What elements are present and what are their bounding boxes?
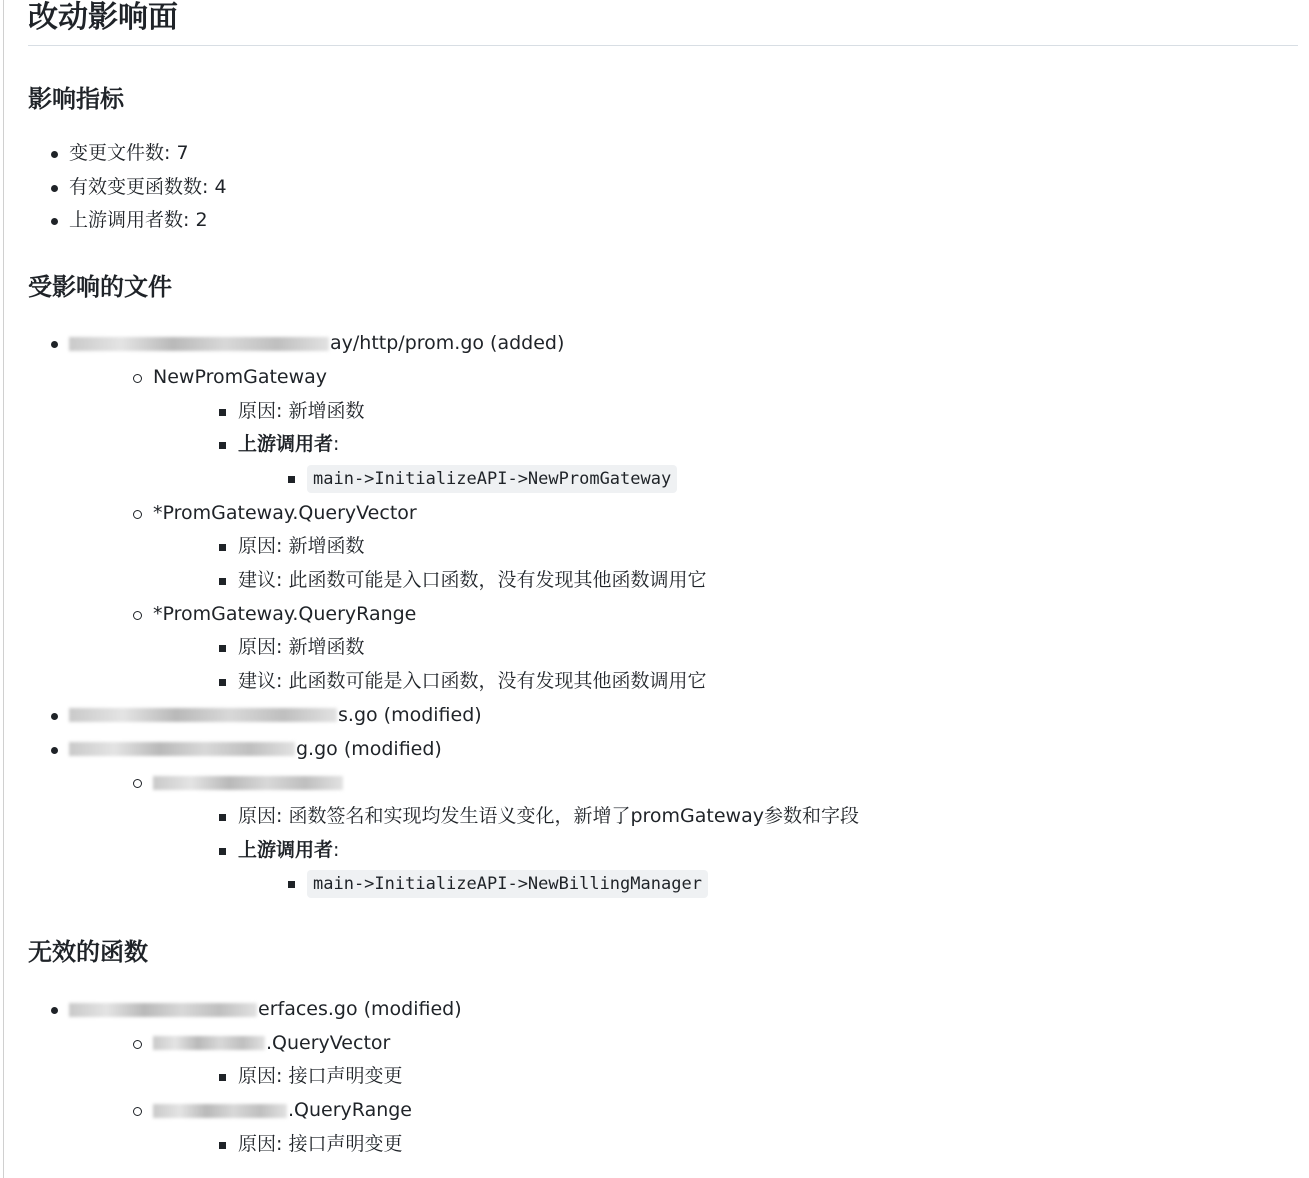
circle-bullet-icon <box>133 510 142 519</box>
redacted-function-name <box>153 776 343 790</box>
square-bullet-icon <box>219 578 226 585</box>
detail-item: 上游调用者: main->InitializeAPI->NewPromGateway <box>196 428 1298 496</box>
list-item: 有效变更函数数: 4 <box>28 171 1298 205</box>
reason-text: 原因: 函数签名和实现均发生语义变化，新增了promGateway参数和字段 <box>238 804 859 827</box>
metrics-list <box>28 137 1298 238</box>
detail-list <box>196 1128 1298 1162</box>
file-item <box>28 993 1298 1162</box>
square-bullet-icon <box>219 645 226 652</box>
square-bullet-icon <box>219 409 226 416</box>
square-bullet-icon <box>219 679 226 686</box>
document <box>28 0 1298 1162</box>
detail-item <box>196 1060 1298 1094</box>
function-name: .QueryRange <box>288 1099 413 1122</box>
circle-bullet-icon <box>133 1107 142 1116</box>
detail-list <box>196 1060 1298 1094</box>
callers-list <box>280 867 1298 902</box>
square-bullet-icon <box>219 1142 226 1149</box>
file-name: s.go (modified) <box>338 703 482 726</box>
function-name: *PromGateway.QueryRange <box>153 602 417 625</box>
detail-list <box>196 631 1298 698</box>
function-item <box>110 1027 1298 1094</box>
file-name: erfaces.go (modified) <box>258 998 462 1021</box>
caller-item <box>280 462 1298 497</box>
function-name: *PromGateway.QueryVector <box>153 501 417 524</box>
detail-list <box>196 800 1298 902</box>
list-item: 变更文件数: 7 <box>28 137 1298 171</box>
reason-text: 原因: 新增函数 <box>238 636 365 659</box>
circle-bullet-icon <box>133 611 142 620</box>
function-name: .QueryVector <box>266 1031 391 1054</box>
callers-label: 上游调用者 <box>238 838 334 861</box>
function-item <box>110 1094 1298 1161</box>
disc-bullet-icon <box>51 747 58 754</box>
redacted-path <box>69 337 329 351</box>
function-name: NewPromGateway <box>153 365 328 388</box>
detail-item <box>196 800 1298 834</box>
detail-item <box>196 530 1298 564</box>
redacted-function-name <box>153 1104 287 1118</box>
detail-item <box>196 665 1298 699</box>
file-item <box>28 699 1298 733</box>
function-item <box>110 598 1298 699</box>
redacted-path <box>69 742 295 756</box>
disc-bullet-icon <box>51 218 58 225</box>
square-bullet-icon <box>219 814 226 821</box>
file-item <box>28 327 1298 699</box>
section-heading-affected-files: 受影响的文件 <box>28 273 172 302</box>
detail-list <box>196 530 1298 597</box>
invalid-files-list <box>28 993 1298 1162</box>
square-bullet-icon <box>219 848 226 855</box>
section-heading-invalid-functions: 无效的函数 <box>28 938 148 967</box>
detail-list <box>196 395 1298 497</box>
disc-bullet-icon <box>51 713 58 720</box>
redacted-path <box>69 1003 257 1017</box>
file-name: ay/http/prom.go (added) <box>330 332 565 355</box>
disc-bullet-icon <box>51 341 58 348</box>
function-list <box>110 361 1298 699</box>
reason-text: 原因: 新增函数 <box>238 535 365 558</box>
suggestion-text: 建议: 此函数可能是入口函数，没有发现其他函数调用它 <box>238 569 707 592</box>
function-list <box>110 766 1298 902</box>
redacted-function-name <box>153 1036 265 1050</box>
suggestion-text: 建议: 此函数可能是入口函数，没有发现其他函数调用它 <box>238 670 707 693</box>
detail-item <box>196 395 1298 429</box>
circle-bullet-icon <box>133 779 142 788</box>
file-name: g.go (modified) <box>296 737 442 760</box>
square-bullet-icon <box>219 1074 226 1081</box>
detail-item <box>196 631 1298 665</box>
section-heading-metrics: 影响指标 <box>28 85 124 113</box>
detail-item: 上游调用者: main->InitializeAPI->NewBillingManager <box>196 834 1298 902</box>
function-list <box>110 1027 1298 1162</box>
reason-text: 原因: 接口声明变更 <box>238 1065 403 1088</box>
reason-text: 原因: 新增函数 <box>238 399 365 422</box>
caller-item <box>280 867 1298 902</box>
circle-bullet-icon <box>133 374 142 383</box>
square-bullet-icon <box>288 881 295 888</box>
file-item <box>28 733 1298 903</box>
detail-item <box>196 1128 1298 1162</box>
call-chain-code: main->InitializeAPI->NewBillingManager <box>307 870 708 898</box>
left-border <box>3 0 4 1178</box>
function-item <box>110 361 1298 497</box>
function-item <box>110 766 1298 902</box>
disc-bullet-icon <box>51 151 58 158</box>
reason-text: 原因: 接口声明变更 <box>238 1132 403 1155</box>
callers-list <box>280 462 1298 497</box>
list-item: 上游调用者数: 2 <box>28 204 1298 238</box>
square-bullet-icon <box>219 442 226 449</box>
detail-item <box>196 564 1298 598</box>
function-item <box>110 497 1298 598</box>
redacted-path <box>69 708 337 722</box>
call-chain-code: main->InitializeAPI->NewPromGateway <box>307 465 677 493</box>
square-bullet-icon <box>288 476 295 483</box>
affected-files-list <box>28 327 1298 902</box>
disc-bullet-icon <box>51 185 58 192</box>
callers-label: 上游调用者 <box>238 433 334 456</box>
page-title: 改动影响面 <box>28 0 1298 46</box>
square-bullet-icon <box>219 544 226 551</box>
circle-bullet-icon <box>133 1040 142 1049</box>
disc-bullet-icon <box>51 1007 58 1014</box>
